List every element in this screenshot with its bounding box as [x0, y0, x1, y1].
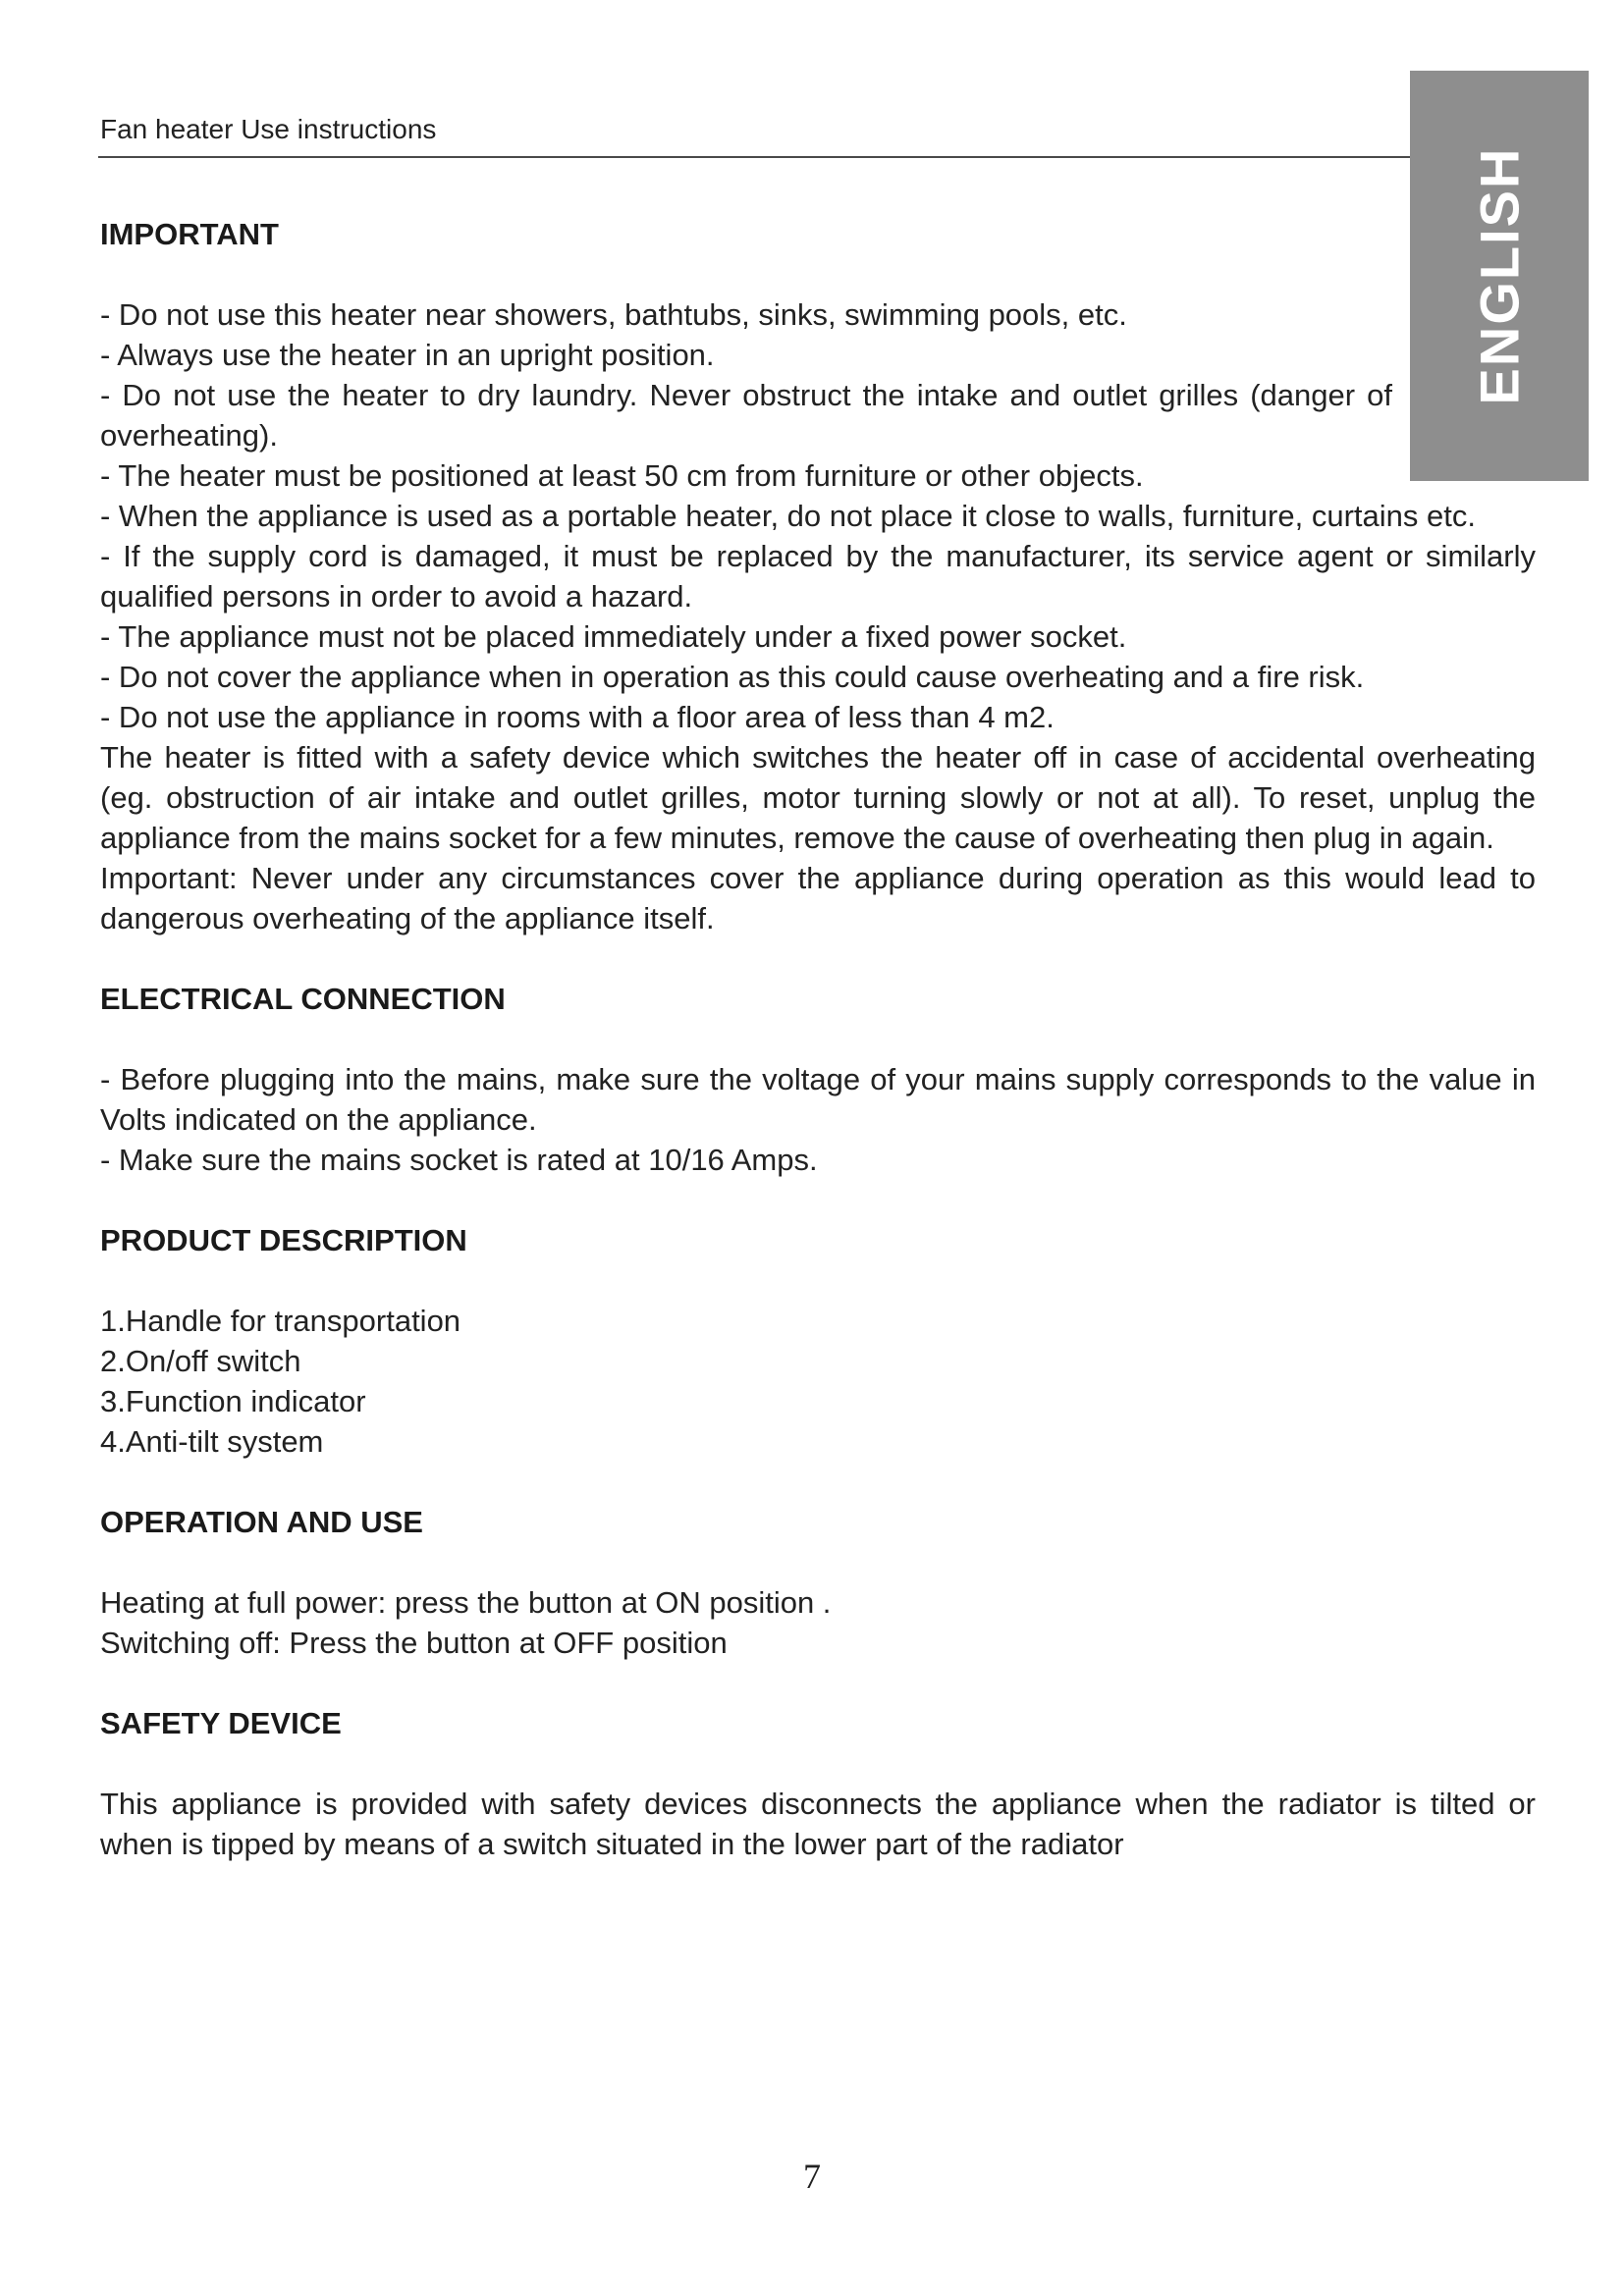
list-item: 2.On/off switch: [100, 1344, 301, 1378]
list-item: - When the appliance is used as a portable heater, do not place it close to walls, furniture, curtains etc.: [100, 499, 1476, 533]
section-operation-and-use: [100, 1502, 1536, 1663]
list-item: - Do not use the heater to dry laundry. Never obstruct the intake and outlet grilles (danger of overheating).: [100, 378, 1392, 453]
list-item: - Do not use the appliance in rooms with a floor area of less than 4 m2.: [100, 700, 1055, 734]
paragraph: Important: Never under any circumstances cover the appliance during operation as this would lead to dangerous overheating of the appliance itself.: [100, 861, 1536, 935]
section-heading-safety: SAFETY DEVICE: [100, 1706, 342, 1740]
list-item: - The appliance must not be placed immediately under a fixed power socket.: [100, 619, 1127, 654]
list-item: Heating at full power: press the button at ON position .: [100, 1585, 832, 1620]
section-heading-electrical: ELECTRICAL CONNECTION: [100, 982, 506, 1016]
section-heading-operation: OPERATION AND USE: [100, 1505, 423, 1539]
paragraph: The heater is fitted with a safety device which switches the heater off in case of accidental overheating (eg. obstruction of air intake and outlet grilles, motor turning slowly or not at all). To reset, unplug the appliance from the mains socket for a few minutes, remove the cause of overheating then plug in again.: [100, 740, 1536, 855]
section-electrical-connection: [100, 979, 1536, 1180]
list-item: 1.Handle for transportation: [100, 1304, 461, 1338]
page-number: 7: [803, 2157, 821, 2196]
list-item: - The heater must be positioned at least 50 cm from furniture or other objects.: [100, 458, 1144, 493]
list-item: 3.Function indicator: [100, 1384, 366, 1418]
section-heading-product: PRODUCT DESCRIPTION: [100, 1223, 467, 1257]
list-item: - Do not cover the appliance when in operation as this could cause overheating and a fire risk.: [100, 660, 1365, 694]
document-body: [100, 214, 1536, 1904]
list-item: - If the supply cord is damaged, it must be replaced by the manufacturer, its service agent or similarly qualified persons in order to avoid a hazard.: [100, 539, 1536, 614]
list-item: - Before plugging into the mains, make sure the voltage of your mains supply corresponds to the value in Volts indicated on the appliance.: [100, 1062, 1536, 1137]
document-header-title: Fan heater Use instructions: [100, 114, 437, 144]
list-item: 4.Anti-tilt system: [100, 1424, 324, 1459]
section-safety-device: [100, 1703, 1536, 1864]
section-important: [100, 214, 1536, 938]
list-item: - Make sure the mains socket is rated at 10/16 Amps.: [100, 1143, 818, 1177]
paragraph: This appliance is provided with safety devices disconnects the appliance when the radiator is tilted or when is tipped by means of a switch situated in the lower part of the radiator: [100, 1787, 1536, 1861]
section-heading-important: IMPORTANT: [100, 217, 279, 251]
list-item: - Always use the heater in an upright position.: [100, 338, 715, 372]
header-divider: [98, 156, 1410, 158]
list-item: - Do not use this heater near showers, bathtubs, sinks, swimming pools, etc.: [100, 297, 1127, 332]
list-item: Switching off: Press the button at OFF position: [100, 1626, 728, 1660]
language-tab-label: ENGLISH: [1468, 146, 1531, 405]
section-product-description: [100, 1220, 1536, 1462]
